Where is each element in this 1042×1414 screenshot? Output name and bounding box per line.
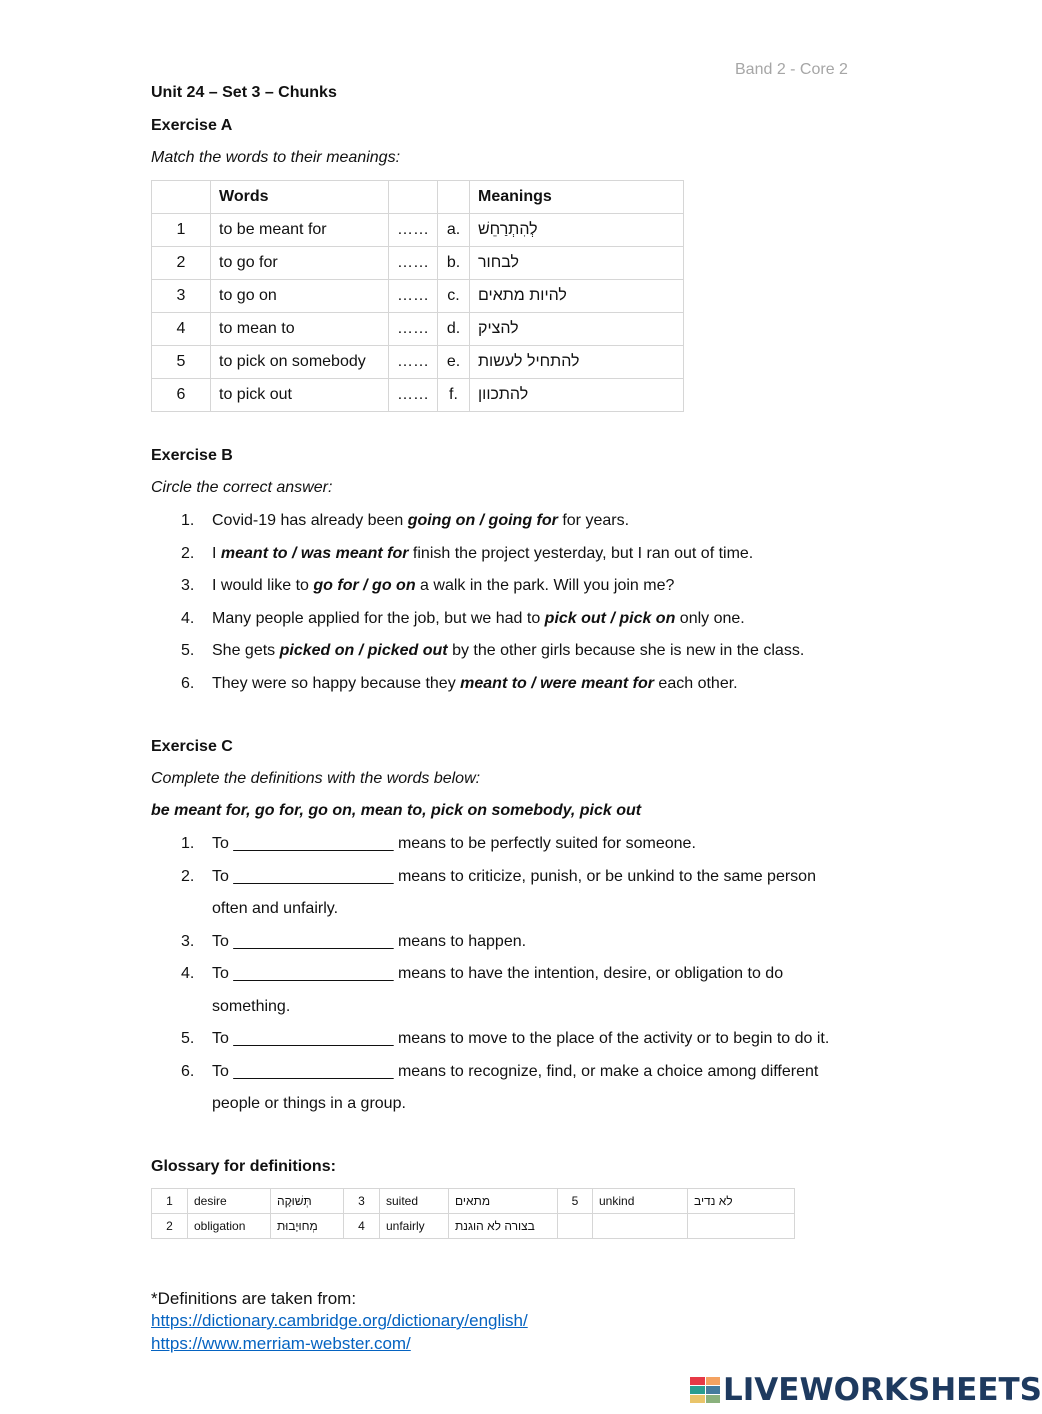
meaning-letter: e. — [438, 346, 470, 379]
item-number: 6. — [181, 1062, 195, 1080]
definition-continuation: often and unfairly. — [212, 900, 339, 917]
answer-choice[interactable]: go for / go on — [313, 577, 416, 594]
row-number: 2 — [152, 247, 211, 280]
row-number: 1 — [152, 214, 211, 247]
table-row — [152, 313, 684, 346]
definition-line[interactable]: To __________________ means to be perfectly suited for someone. — [212, 835, 696, 852]
meaning: להתכוון — [470, 379, 684, 412]
row-number: 3 — [152, 280, 211, 313]
list-item — [151, 1023, 871, 1056]
source-note: *Definitions are taken from: — [151, 1289, 357, 1308]
meaning: לבחור — [470, 247, 684, 280]
table-row — [152, 379, 684, 412]
list-item: 1. Covid-19 has already been going on / going for for years. — [151, 505, 871, 538]
definition-continuation: something. — [212, 997, 291, 1015]
exercise-b-title: Exercise B — [151, 447, 233, 464]
answer-blank[interactable]: …… — [389, 313, 438, 346]
table-row — [152, 214, 684, 247]
meaning: לְהִתְרַחֵשׁ — [470, 214, 684, 247]
list-item: 2. I meant to / was meant for finish the project yesterday, but I ran out of time. — [151, 538, 871, 571]
exercise-c-title: Exercise C — [151, 738, 233, 755]
word: to be meant for — [211, 214, 389, 247]
item-number: 5. — [181, 1030, 195, 1047]
list-item — [151, 861, 871, 926]
definition-line[interactable]: To __________________ means to recognize, find, or make a choice among different — [212, 1062, 819, 1080]
cambridge-link[interactable]: https://dictionary.cambridge.org/dictionary/english/ — [151, 1311, 528, 1330]
answer-choice[interactable]: going on / going for — [407, 512, 558, 529]
list-item: 6. They were so happy because they meant to / were meant for each other. — [151, 668, 871, 701]
meaning-letter: f. — [438, 379, 470, 412]
brand-name: LIVEWORKSHEETS — [723, 1372, 1042, 1408]
band-label: Band 2 - Core 2 — [735, 61, 848, 78]
list-item: 4. Many people applied for the job, but we had to pick out / pick on only one. — [151, 603, 871, 636]
definition-line[interactable]: To __________________ means to move to the place of the activity or to begin to do it. — [212, 1030, 830, 1047]
list-item — [151, 1056, 871, 1121]
answer-blank[interactable]: …… — [389, 346, 438, 379]
item-number: 4. — [181, 609, 195, 627]
list-item — [151, 926, 871, 959]
exercise-c-instruction: Complete the definitions with the words below: — [151, 770, 481, 787]
exercise-c-list — [151, 828, 871, 1121]
words-header: Words — [211, 181, 389, 214]
row-number: 6 — [152, 379, 211, 412]
exercise-a-instruction: Match the words to their meanings: — [151, 149, 401, 166]
definition-line[interactable]: To __________________ means to have the intention, desire, or obligation to do — [212, 965, 784, 982]
answer-choice[interactable]: meant to / was meant for — [220, 544, 409, 562]
answer-choice[interactable]: picked on / picked out — [279, 642, 448, 659]
table-row — [152, 346, 684, 379]
matching-table-header — [152, 181, 684, 214]
word: to go for — [211, 247, 389, 280]
item-number: 1. — [181, 835, 195, 852]
item-number: 5. — [181, 642, 195, 659]
exercise-b-instruction: Circle the correct answer: — [151, 479, 333, 496]
definition-line[interactable]: To __________________ means to criticize, punish, or be unkind to the same person — [212, 867, 816, 885]
merriam-webster-link[interactable]: https://www.merriam-webster.com/ — [151, 1334, 411, 1353]
definition-continuation: people or things in a group. — [212, 1095, 406, 1112]
row-number: 4 — [152, 313, 211, 346]
answer-choice[interactable]: meant to / were meant for — [460, 674, 654, 692]
definition-line[interactable]: To __________________ means to happen. — [212, 932, 527, 950]
word-bank: be meant for, go for, go on, mean to, pick on somebody, pick out — [151, 802, 642, 819]
meaning: להתחיל לעשות — [470, 346, 684, 379]
meaning-letter: b. — [438, 247, 470, 280]
word: to mean to — [211, 313, 389, 346]
meaning-letter: a. — [438, 214, 470, 247]
table-row — [152, 280, 684, 313]
meanings-header: Meanings — [470, 181, 684, 214]
answer-blank[interactable]: …… — [389, 214, 438, 247]
answer-blank[interactable]: …… — [389, 280, 438, 313]
exercise-a-title: Exercise A — [151, 117, 233, 134]
liveworksheets-logo — [690, 1372, 1042, 1408]
item-number: 3. — [181, 932, 195, 950]
list-item: 3. I would like to go for / go on a walk in the park. Will you join me? — [151, 570, 871, 603]
list-item — [151, 828, 871, 861]
item-number: 2. — [181, 544, 195, 562]
item-number: 4. — [181, 965, 195, 982]
word: to pick out — [211, 379, 389, 412]
meaning-letter: d. — [438, 313, 470, 346]
item-number: 6. — [181, 674, 195, 692]
meaning: להיות מתאים — [470, 280, 684, 313]
item-number: 3. — [181, 577, 195, 594]
meaning: להציק — [470, 313, 684, 346]
list-item: 5. She gets picked on / picked out by the other girls because she is new in the class. — [151, 635, 871, 668]
row-number: 5 — [152, 346, 211, 379]
word: to pick on somebody — [211, 346, 389, 379]
answer-blank[interactable]: …… — [389, 379, 438, 412]
word: to go on — [211, 280, 389, 313]
table-row — [152, 247, 684, 280]
matching-table — [151, 180, 684, 412]
list-item — [151, 958, 871, 1023]
glossary-title: Glossary for definitions: — [151, 1158, 336, 1175]
table-row: 2 obligation מְחוּיָבוּת 4 unfairly בצורה לא הוגנת — [152, 1214, 795, 1239]
item-number: 1. — [181, 512, 195, 529]
logo-grid-icon — [690, 1377, 720, 1403]
meaning-letter: c. — [438, 280, 470, 313]
glossary-table — [151, 1188, 795, 1239]
answer-choice[interactable]: pick out / pick on — [544, 609, 676, 627]
item-number: 2. — [181, 867, 195, 885]
exercise-b-list — [151, 505, 871, 700]
table-row: 1 desire תְּשׁוּקָה 3 suited מתאים 5 unkind לא נדיב — [152, 1189, 795, 1214]
answer-blank[interactable]: …… — [389, 247, 438, 280]
page-title: Unit 24 – Set 3 – Chunks — [151, 84, 337, 101]
